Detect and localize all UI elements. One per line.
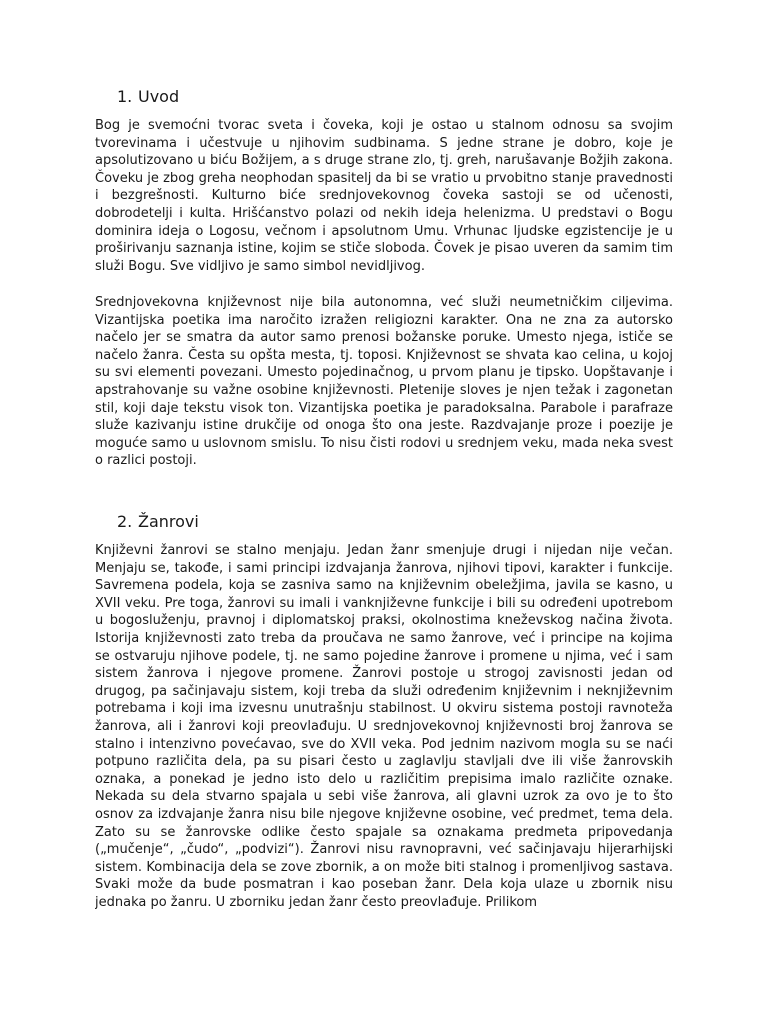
section-heading-uvod bbox=[117, 87, 179, 107]
paragraph-zanrovi-1: Književni žanrovi se stalno menjaju. Jedan žanr smenjuje drugi i nijedan nije večan. Menjaju se, takođe, i sami principi izdvajanja žanrova, njihovi tipovi, karakter i funkcije. Savremena podela, koja se zasniva samo na književnim obeležjima, javila se kasno, u XVII veku. Pre toga, žanrovi su imali i vanknjiževne funkcije i bili su određeni upotrebom u bogosluženju, pravnoj i diplomatskoj praksi, okolnostima kneževskog načina života. Istorija književnosti zato treba da proučava ne samo žanrove, već i principe na kojima se ostvaruju njihove podele, tj. ne samo pojedine žanrove i promene u njima, već i sam sistem žanrova i njegove promene. Žanrovi postoje u strogoj zavisnosti jedan od drugog, pa sačinjavaju sistem, koji treba da služi određenim književnim i neknjiževnim potrebama i koji ima izvesnu unutrašnju stabilnost. U okviru sistema postoji ravnoteža žanrova, ali i žanrovi koji preovlađuju. U srednjovekovnoj književnosti broj žanrova se stalno i intenzivno povećavao, sve do XVII veka. Pod jednim nazivom mogla su se naći potpuno različita dela, pa su pisari često u zaglavlju stavljali dve ili više žanrovskih oznaka, a ponekad je jedno isto delo u različitim prepisima imalo različite oznake. Nekada su dela stvarno spajala u sebi više žanrova, ali glavni uzrok za ovo je to što osnov za izdvajanje žanra nisu bile njegove književne osobine, već predmet, tema dela. Zato su se žanrovske odlike često spajale sa oznakama predmeta pripovedanja („mučenje“, „čudo“, „podvizi“). Žanrovi nisu ravnopravni, već sačinjavaju hijerarhijski sistem. Kombinacija dela se zove zbornik, a on može biti stalnog i promenljivog sastava. Svaki može da bude posmatran i kao poseban žanr. Dela koja ulaze u zbornik nisu jednaka po žanru. U zborniku jedan žanr često preovlađuje. Prilikom bbox=[95, 543, 673, 910]
paragraph-uvod-2: Srednjovekovna književnost nije bila autonomna, već služi neumetničkim ciljevima. Vizantijska poetika ima naročito izražen religiozni karakter. Ona ne zna za autorsko načelo jer se smatra da autor samo prenosi božanske poruke. Umesto njega, ističe se načelo žanra. Česta su opšta mesta, tj. toposi. Književnost se shvata kao celina, u kojoj su svi elementi povezani. Umesto pojedinačnog, u prvom planu je tipsko. Uopštavanje i apstrahovanje su važne osobine književnosti. Pletenije sloves je njen težak i zagonetan stil, koji daje tekstu visok ton. Vizantijska poetika je paradoksalna. Parabole i parafraze služe kazivanju istine drukčije od onoga što ona jeste. Razdvajanje proze i poezije je moguće samo u uslovnom smislu. To nisu čisti rodovi u srednjem veku, mada neka svest o razlici postoji. bbox=[95, 295, 673, 469]
paragraph-uvod-1: Bog je svemoćni tvorac sveta i čoveka, koji je ostao u stalnom odnosu sa svojim tvorevinama i učestvuje u njihovim sudbinama. S jedne strane je dobro, koje je apsolutizovano u biću Božijem, a s druge strane zlo, tj. greh, narušavanje Božjih zakona. Čoveku je zbog greha neophodan spasitelj da bi se vratio u prvobitno stanje pravednosti i bezgrešnosti. Kulturno biće srednjovekovnog čoveka sastoji se od učenosti, dobrodetelji i kulta. Hrišćanstvo polazi od nekih ideja helenizma. U predstavi o Bogu dominira ideja o Logosu, večnom i apsolutnom Umu. Vrhunac ljudske egzistencije je u proširivanju saznanja istine, kojim se stiče sloboda. Čovek je pisao uveren da samim tim služi Bogu. Sve vidljivo je samo simbol nevidljivog. bbox=[95, 118, 673, 274]
section-number: 1. bbox=[117, 87, 133, 106]
section-number: 2. bbox=[117, 512, 133, 531]
section-heading-zanrovi bbox=[117, 512, 199, 532]
section-title: Žanrovi bbox=[138, 512, 199, 531]
section-title: Uvod bbox=[138, 87, 180, 106]
